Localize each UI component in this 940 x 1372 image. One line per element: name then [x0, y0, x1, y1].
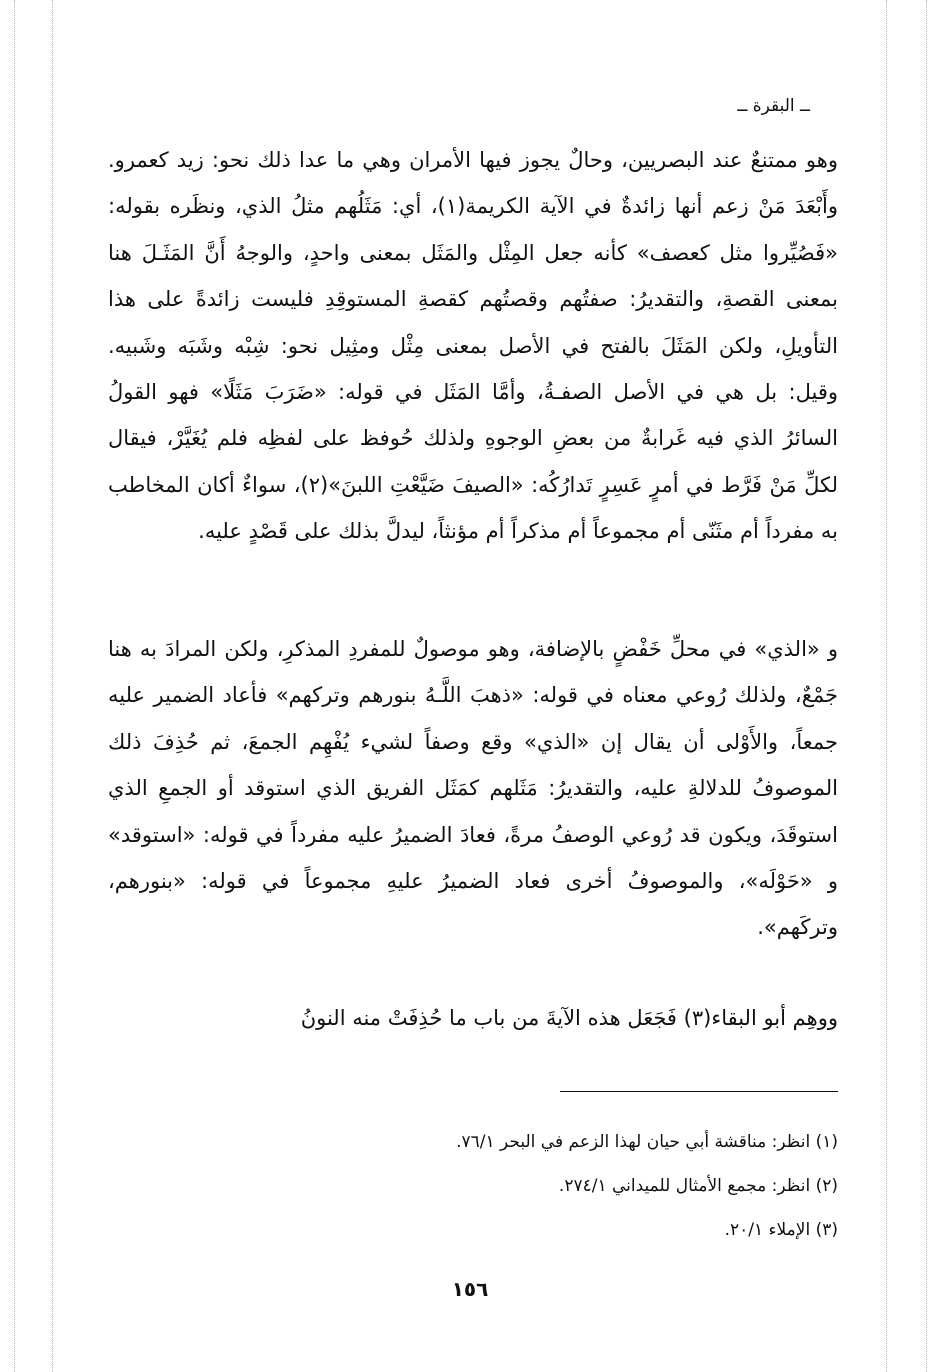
scan-margin-dots	[886, 0, 887, 1372]
footnote-3: (٣) الإملاء ٢٠/١.	[724, 1220, 838, 1240]
running-header: ــ البقرة ــ	[737, 96, 810, 116]
footnote-separator	[560, 1091, 838, 1092]
paragraph-3: ووهِم أبو البقاء(٣) فَجَعَل هذه الآيةَ من باب ما حُذِفَتْ منه النونُ	[300, 1006, 838, 1030]
paragraph-2: و «الذي» في محلِّ خَفْضٍ بالإضافة، وهو موصولٌ للمفردِ المذكرِ، ولكن المرادَ به هنا جَمْعٌ، ولذلك رُوعي معناه في قوله: «ذهبَ اللَّـهُ بنورهم وتركهم» فأعاد الضمير عليه جمعاً، والأَوْلى أن يقال إن «الذي» وقع وصفاً لشيء يُفْهِم الجمعَ، ثم حُذِفَ ذلك الموصوفُ للدلالةِ عليه، والتقديرُ: مَثَلهم كمَثَل الفريق الذي استوقد أو الجمعِ الذي استوقَدَ، ويكون قد رُوعي الوصفُ مرةً، فعادَ الضميرُ عليه مفرداً في قوله: «استوقد» و «حَوْلَه»، والموصوفُ أخرى فعاد الضميرُ عليهِ مجموعاً في قوله: «بنورهم، وتركَهم».	[108, 637, 838, 940]
paragraph-1: وهو ممتنعٌ عند البصريين، وحالٌ يجوز فيها الأمران وهي ما عدا ذلك نحو: زيد كعمرو. وأَبْعَدَ مَنْ زعم أنها زائدةٌ في الآية الكريمة(١)، أي: مَثَلُهم مثلُ الذي، ونظَره بقوله: «فَصُيِّروا مثل كعصف» كأنه جعل المِثْل والمَثَل بمعنى واحدٍ، والوجهُ أَنَّ المَثَـلَ هنا بمعنى القصةِ، والتقديرُ: صفتُهم وقصتُهم كقصةِ المستوقِدِ فليست زائدةً على هذا التأويلِ، ولكن المَثَلَ بالفتح في الأصل بمعنى مِثْل ومثِيل نحو: شِبْه وشَبَه وشَبيه. وقيل: بل هي في الأصل الصفـةُ، وأمَّا المَثَل في قوله: «ضَرَبَ مَثَلًا» فهو القولُ السائرُ الذي فيه غَرابةٌ من بعضِ الوجوهِ ولذلك حُوفظ على لفظِه فلم يُغَيَّرْ، فيقال لكلِّ مَنْ فَرَّط في أمرٍ عَسِرٍ تَدارُكُه: «الصيفَ ضَيَّعْتِ اللبنَ»(٢)، سواءٌ أكان المخاطب به مفرداً أم مثَنّى أم مجموعاً أم مذكراً أم مؤنثاً، ليدلَّ بذلك على قَصْدٍ عليه.	[108, 148, 838, 544]
scan-margin-dots	[926, 0, 927, 1372]
footnote-1: (١) انظر: مناقشة أبي حيان لهذا الزعم في البحر ٧٦/١.	[456, 1132, 838, 1152]
footnotes	[108, 1120, 838, 1252]
scan-margin-dots	[52, 0, 53, 1372]
page-number: ١٥٦	[451, 1277, 489, 1301]
scan-margin-dots	[14, 0, 15, 1372]
footnote-2: (٢) انظر: مجمع الأمثال للميداني ٢٧٤/١.	[558, 1176, 838, 1196]
